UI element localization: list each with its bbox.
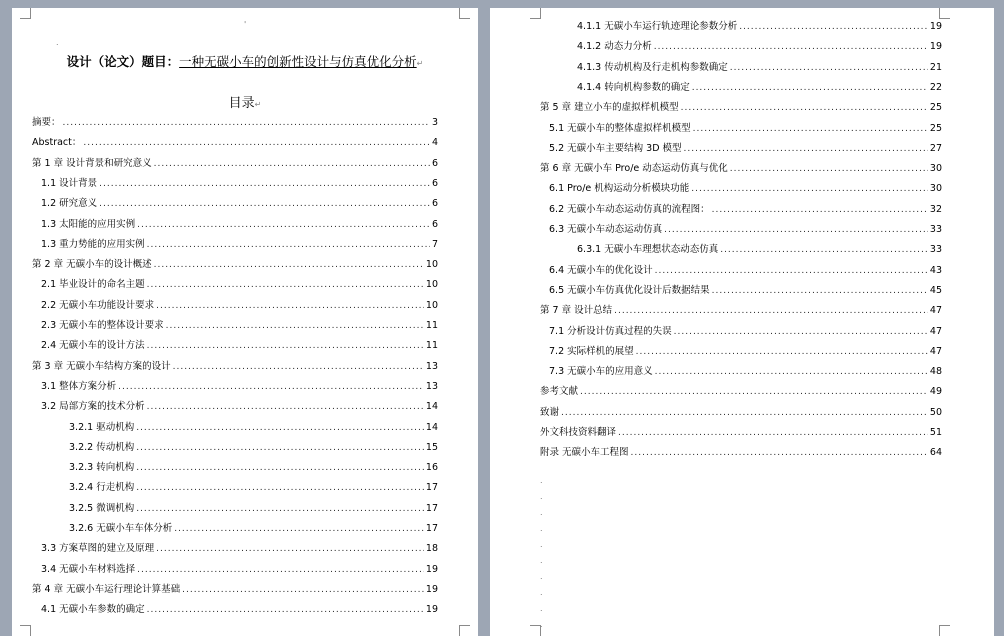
- toc-entry[interactable]: [69, 459, 438, 479]
- toc-dot-leader: [136, 504, 424, 514]
- paragraph-mark: .: [540, 556, 543, 565]
- toc-dot-leader: [166, 321, 424, 331]
- toc-entry[interactable]: [549, 140, 942, 160]
- toc-dot-leader: [156, 301, 424, 311]
- paragraph-mark: .: [540, 524, 543, 533]
- toc-dot-leader: [136, 463, 424, 473]
- margin-corner-bottom-right: [939, 625, 950, 636]
- toc-entry-title: 7.2 实际样机的展望: [549, 345, 634, 357]
- toc-entry-page-number: 16: [425, 462, 438, 474]
- toc-entry[interactable]: [540, 99, 942, 119]
- toc-entry-page-number: 47: [929, 305, 942, 317]
- paragraph-mark: ↵: [416, 59, 424, 68]
- toc-entry-title: 第 2 章 无碳小车的设计概述: [32, 259, 152, 271]
- toc-entry-title: 4.1.2 动态力分析: [577, 41, 652, 53]
- toc-entry[interactable]: [32, 134, 438, 154]
- toc-dot-leader: [618, 428, 928, 438]
- toc-dot-leader: [63, 118, 430, 128]
- toc-entry[interactable]: [41, 216, 438, 236]
- toc-entry-title: 6.3 无碳小车动态运动仿真: [549, 224, 663, 235]
- toc-entry[interactable]: [540, 444, 942, 464]
- toc-entry[interactable]: [41, 398, 438, 418]
- toc-entry-title: 3.3 方案草图的建立及原理: [41, 543, 155, 555]
- toc-entry-title: 4.1.1 无碳小车运行轨迹理论参数分析: [577, 21, 738, 32]
- toc-entry[interactable]: [549, 262, 942, 282]
- toc-entry-page-number: 49: [929, 386, 942, 398]
- toc-entry-page-number: 14: [425, 421, 438, 433]
- toc-entry-page-number: 6: [431, 218, 438, 230]
- toc-entry-title: 摘要：: [32, 117, 61, 128]
- toc-entry-title: 5.2 无碳小车主要结构 3D 模型: [549, 142, 682, 154]
- toc-entry-page-number: 3: [431, 117, 438, 128]
- toc-dot-leader: [182, 585, 424, 595]
- toc-dot-leader: [730, 63, 928, 73]
- toc-dot-leader: [684, 144, 928, 154]
- toc-entry-title: 6.3.1 无碳小车理想状态动态仿真: [577, 244, 719, 256]
- toc-entry-title: 附录 无碳小车工程图: [540, 447, 629, 459]
- toc-entry[interactable]: [540, 424, 942, 444]
- toc-entry-title: 5.1 无碳小车的整体虚拟样机模型: [549, 122, 691, 134]
- toc-entry[interactable]: [549, 221, 942, 241]
- toc-entry-title: 3.2.6 无碳小车车体分析: [69, 523, 173, 534]
- toc-entry-page-number: 19: [929, 21, 942, 32]
- toc-entry-title: 6.1 Pro/e 机构运动分析模块功能: [549, 183, 690, 195]
- toc-entry-page-number: 14: [425, 401, 438, 413]
- toc-entry-title: 参考文献: [540, 386, 579, 398]
- toc-dot-leader: [561, 408, 928, 418]
- toc-entry-page-number: 30: [929, 183, 942, 195]
- toc-entry[interactable]: [41, 317, 438, 337]
- toc-entry-title: 3.2.3 转向机构: [69, 462, 135, 474]
- toc-entry-page-number: 17: [425, 502, 438, 514]
- toc-dot-leader: [154, 260, 424, 270]
- paragraph-mark: .: [540, 572, 543, 581]
- toc-dot-leader: [173, 362, 424, 372]
- toc-dot-leader: [692, 83, 928, 93]
- toc-entry-page-number: 27: [929, 142, 942, 154]
- toc-entry-page-number: 18: [425, 543, 438, 555]
- toc-entry-title: 4.1.4 转向机构参数的确定: [577, 81, 690, 93]
- toc-dot-leader: [99, 199, 430, 209]
- toc-entry-title: 4.1 无碳小车参数的确定: [41, 604, 145, 616]
- toc-dot-leader: [691, 184, 928, 194]
- margin-corner-bottom-right: [459, 625, 470, 636]
- toc-entry-title: 7.3 无碳小车的应用意义: [549, 366, 653, 378]
- toc-entry-page-number: 47: [929, 325, 942, 337]
- paragraph-mark: .: [540, 588, 543, 597]
- toc-dot-leader: [147, 341, 424, 351]
- toc-entry-page-number: 6: [431, 157, 438, 169]
- toc-entry-title: 第 1 章 设计背景和研究意义: [32, 157, 152, 169]
- toc-entry-title: 第 6 章 无碳小车 Pro/e 动态运动仿真与优化: [540, 163, 728, 175]
- toc-entry-page-number: 19: [929, 41, 942, 53]
- toc-entry-page-number: 43: [929, 264, 942, 276]
- toc-entry[interactable]: [69, 520, 438, 540]
- toc-dot-leader: [664, 225, 928, 235]
- toc-entry-page-number: 64: [929, 447, 942, 459]
- title-prefix: 设计（论文）题目：: [66, 54, 180, 69]
- toc-dot-leader: [712, 286, 928, 296]
- toc-entry[interactable]: [549, 323, 942, 343]
- toc-heading: [12, 92, 478, 111]
- toc-heading-text: 目录: [228, 96, 255, 111]
- toc-entry-page-number: 33: [929, 224, 942, 235]
- toc-entry[interactable]: [577, 241, 942, 261]
- toc-dot-leader: [156, 544, 424, 554]
- margin-corner-bottom-left: [20, 625, 31, 636]
- toc-entry-title: 2.1 毕业设计的命名主题: [41, 279, 145, 291]
- header-mark: ': [244, 20, 247, 29]
- toc-dot-leader: [118, 382, 424, 392]
- toc-entry-title: 4.1.3 传动机构及行走机构参数确定: [577, 61, 728, 73]
- toc-entry[interactable]: [540, 160, 942, 180]
- toc-entry-title: 第 5 章 建立小车的虚拟样机模型: [540, 102, 679, 114]
- toc-entry-page-number: 13: [425, 380, 438, 392]
- toc-entry-title: 1.2 研究意义: [41, 198, 98, 210]
- toc-dot-leader: [654, 42, 928, 52]
- toc-entry-title: 6.4 无碳小车的优化设计: [549, 264, 653, 276]
- toc-entry-page-number: 6: [431, 177, 438, 189]
- toc-entry[interactable]: [32, 155, 438, 175]
- toc-entry-title: 3.2.4 行走机构: [69, 482, 135, 494]
- toc-dot-leader: [147, 240, 430, 250]
- toc-entry-page-number: 15: [425, 441, 438, 453]
- paragraph-mark: .: [540, 492, 543, 501]
- toc-entry-page-number: 10: [425, 299, 438, 311]
- toc-entry-page-number: 11: [425, 340, 438, 352]
- toc-entry-title: 3.4 无碳小车材料选择: [41, 563, 136, 575]
- toc-entry-page-number: 10: [425, 279, 438, 291]
- toc-entry[interactable]: [41, 337, 438, 357]
- toc-entry-title: Abstract：: [32, 137, 82, 149]
- toc-entry[interactable]: [32, 114, 438, 134]
- toc-entry-page-number: 25: [929, 122, 942, 134]
- toc-dot-leader: [730, 164, 928, 174]
- toc-entry[interactable]: [540, 383, 942, 403]
- toc-entry-page-number: 30: [929, 163, 942, 175]
- toc-entry-page-number: 19: [425, 604, 438, 616]
- paragraph-mark: .: [540, 476, 543, 485]
- toc-dot-leader: [693, 124, 928, 134]
- toc-entry[interactable]: [577, 18, 942, 38]
- toc-entry[interactable]: [32, 256, 438, 276]
- toc-entry[interactable]: [549, 343, 942, 363]
- toc-entry[interactable]: [41, 195, 438, 215]
- toc-entry[interactable]: [69, 419, 438, 439]
- toc-dot-leader: [631, 448, 928, 458]
- toc-entry-title: 2.4 无碳小车的设计方法: [41, 340, 145, 352]
- toc-dot-leader: [99, 179, 430, 189]
- toc-entry-title: 致谢: [540, 406, 560, 418]
- paragraph-mark: .: [540, 620, 543, 629]
- toc-dot-leader: [720, 245, 928, 255]
- margin-corner-top-left: [530, 8, 541, 19]
- paragraph-mark: .: [540, 604, 543, 613]
- toc-entry[interactable]: [69, 479, 438, 499]
- toc-entry[interactable]: [540, 302, 942, 322]
- toc-entry-title: 3.1 整体方案分析: [41, 380, 117, 392]
- toc-entry-page-number: 6: [431, 198, 438, 210]
- toc-dot-leader: [83, 138, 430, 148]
- toc-entry[interactable]: [41, 601, 438, 621]
- toc-entry[interactable]: [41, 297, 438, 317]
- toc-entry-title: 3.2.5 微调机构: [69, 502, 135, 514]
- toc-entry-title: 2.3 无碳小车的整体设计要求: [41, 320, 164, 331]
- toc-entry[interactable]: [41, 175, 438, 195]
- toc-entry-page-number: 13: [425, 360, 438, 372]
- toc-entry[interactable]: [549, 180, 942, 200]
- toc-dot-leader: [147, 605, 424, 615]
- toc-dot-leader: [580, 387, 928, 397]
- right-page: [490, 8, 994, 636]
- toc-entry[interactable]: [32, 358, 438, 378]
- toc-entry-page-number: 51: [929, 427, 942, 438]
- toc-entry-title: 1.1 设计背景: [41, 177, 98, 189]
- toc-entry-title: 1.3 重力势能的应用实例: [41, 238, 145, 250]
- toc-entry[interactable]: [549, 120, 942, 140]
- toc-entry-title: 2.2 无碳小车功能设计要求: [41, 299, 155, 311]
- toc-entry-page-number: 19: [425, 583, 438, 595]
- toc-entry-page-number: 21: [929, 61, 942, 73]
- toc-entry[interactable]: [549, 363, 942, 383]
- toc-dot-leader: [136, 443, 424, 453]
- toc-dot-leader: [174, 524, 424, 534]
- toc-entry-page-number: 11: [425, 320, 438, 331]
- toc-entry-page-number: 17: [425, 482, 438, 494]
- toc-entry-page-number: 50: [929, 406, 942, 418]
- toc-entry-page-number: 22: [929, 81, 942, 93]
- toc-dot-leader: [154, 159, 430, 169]
- toc-entry-title: 3.2.1 驱动机构: [69, 421, 135, 433]
- toc-entry-title: 外文科技资料翻译: [540, 427, 617, 438]
- paragraph-mark: .: [540, 508, 543, 517]
- toc-entry-page-number: 10: [425, 259, 438, 271]
- toc-entry-page-number: 32: [929, 203, 942, 215]
- toc-entry[interactable]: [549, 201, 942, 221]
- toc-dot-leader: [136, 423, 424, 433]
- toc-entry-title: 6.5 无碳小车仿真优化设计后数据结果: [549, 284, 710, 296]
- toc-entry-page-number: 7: [431, 238, 438, 250]
- toc-dot-leader: [674, 327, 928, 337]
- document-title: [12, 52, 478, 70]
- toc-dot-leader: [636, 347, 928, 357]
- margin-corner-top-left: [20, 8, 31, 19]
- toc-dot-leader: [681, 103, 928, 113]
- toc-entry-page-number: 47: [929, 345, 942, 357]
- toc-dot-leader: [739, 22, 928, 32]
- toc-dot-leader: [136, 483, 424, 493]
- toc-entry-title: 1.3 太阳能的应用实例: [41, 218, 136, 230]
- toc-entry[interactable]: [540, 404, 942, 424]
- toc-entry[interactable]: [69, 500, 438, 520]
- toc-entry-page-number: 17: [425, 523, 438, 534]
- toc-entry[interactable]: [32, 581, 438, 601]
- left-page: [12, 8, 478, 636]
- toc-entry[interactable]: [549, 282, 942, 302]
- toc-entry-page-number: 48: [929, 366, 942, 378]
- toc-entry[interactable]: [577, 38, 942, 58]
- toc-entry-title: 第 4 章 无碳小车运行理论计算基础: [32, 583, 181, 595]
- toc-entry-page-number: 19: [425, 563, 438, 575]
- paragraph-mark: ↵: [254, 100, 262, 109]
- toc-entry-page-number: 25: [929, 102, 942, 114]
- toc-entry[interactable]: [41, 561, 438, 581]
- toc-entry[interactable]: [41, 276, 438, 296]
- toc-entry[interactable]: [69, 439, 438, 459]
- paragraph-mark: .: [56, 38, 59, 47]
- toc-dot-leader: [712, 205, 928, 215]
- toc-entry-page-number: 33: [929, 244, 942, 256]
- toc-entry-title: 3.2 局部方案的技术分析: [41, 401, 145, 413]
- toc-dot-leader: [147, 402, 424, 412]
- toc-dot-leader: [655, 266, 928, 276]
- toc-dot-leader: [655, 367, 928, 377]
- toc-entry-title: 第 3 章 无碳小车结构方案的设计: [32, 360, 171, 372]
- toc-entry-page-number: 45: [929, 284, 942, 296]
- title-subject: 一种无碳小车的创新性设计与仿真优化分析: [179, 54, 417, 69]
- toc-entry-title: 3.2.2 传动机构: [69, 441, 135, 453]
- toc-entry[interactable]: [41, 236, 438, 256]
- toc-dot-leader: [137, 565, 424, 575]
- toc-dot-leader: [147, 280, 424, 290]
- paragraph-mark: .: [540, 540, 543, 549]
- toc-dot-leader: [614, 306, 928, 316]
- toc-entry-page-number: 4: [431, 137, 438, 149]
- toc-dot-leader: [137, 220, 430, 230]
- toc-entry[interactable]: [41, 540, 438, 560]
- toc-entry-title: 6.2 无碳小车动态运动仿真的流程图：: [549, 203, 710, 215]
- toc-entry[interactable]: [41, 378, 438, 398]
- toc-entry[interactable]: [577, 59, 942, 79]
- toc-entry-title: 7.1 分析设计仿真过程的失误: [549, 325, 672, 337]
- toc-entry-title: 第 7 章 设计总结: [540, 305, 613, 317]
- margin-corner-top-right: [459, 8, 470, 19]
- toc-entry[interactable]: [577, 79, 942, 99]
